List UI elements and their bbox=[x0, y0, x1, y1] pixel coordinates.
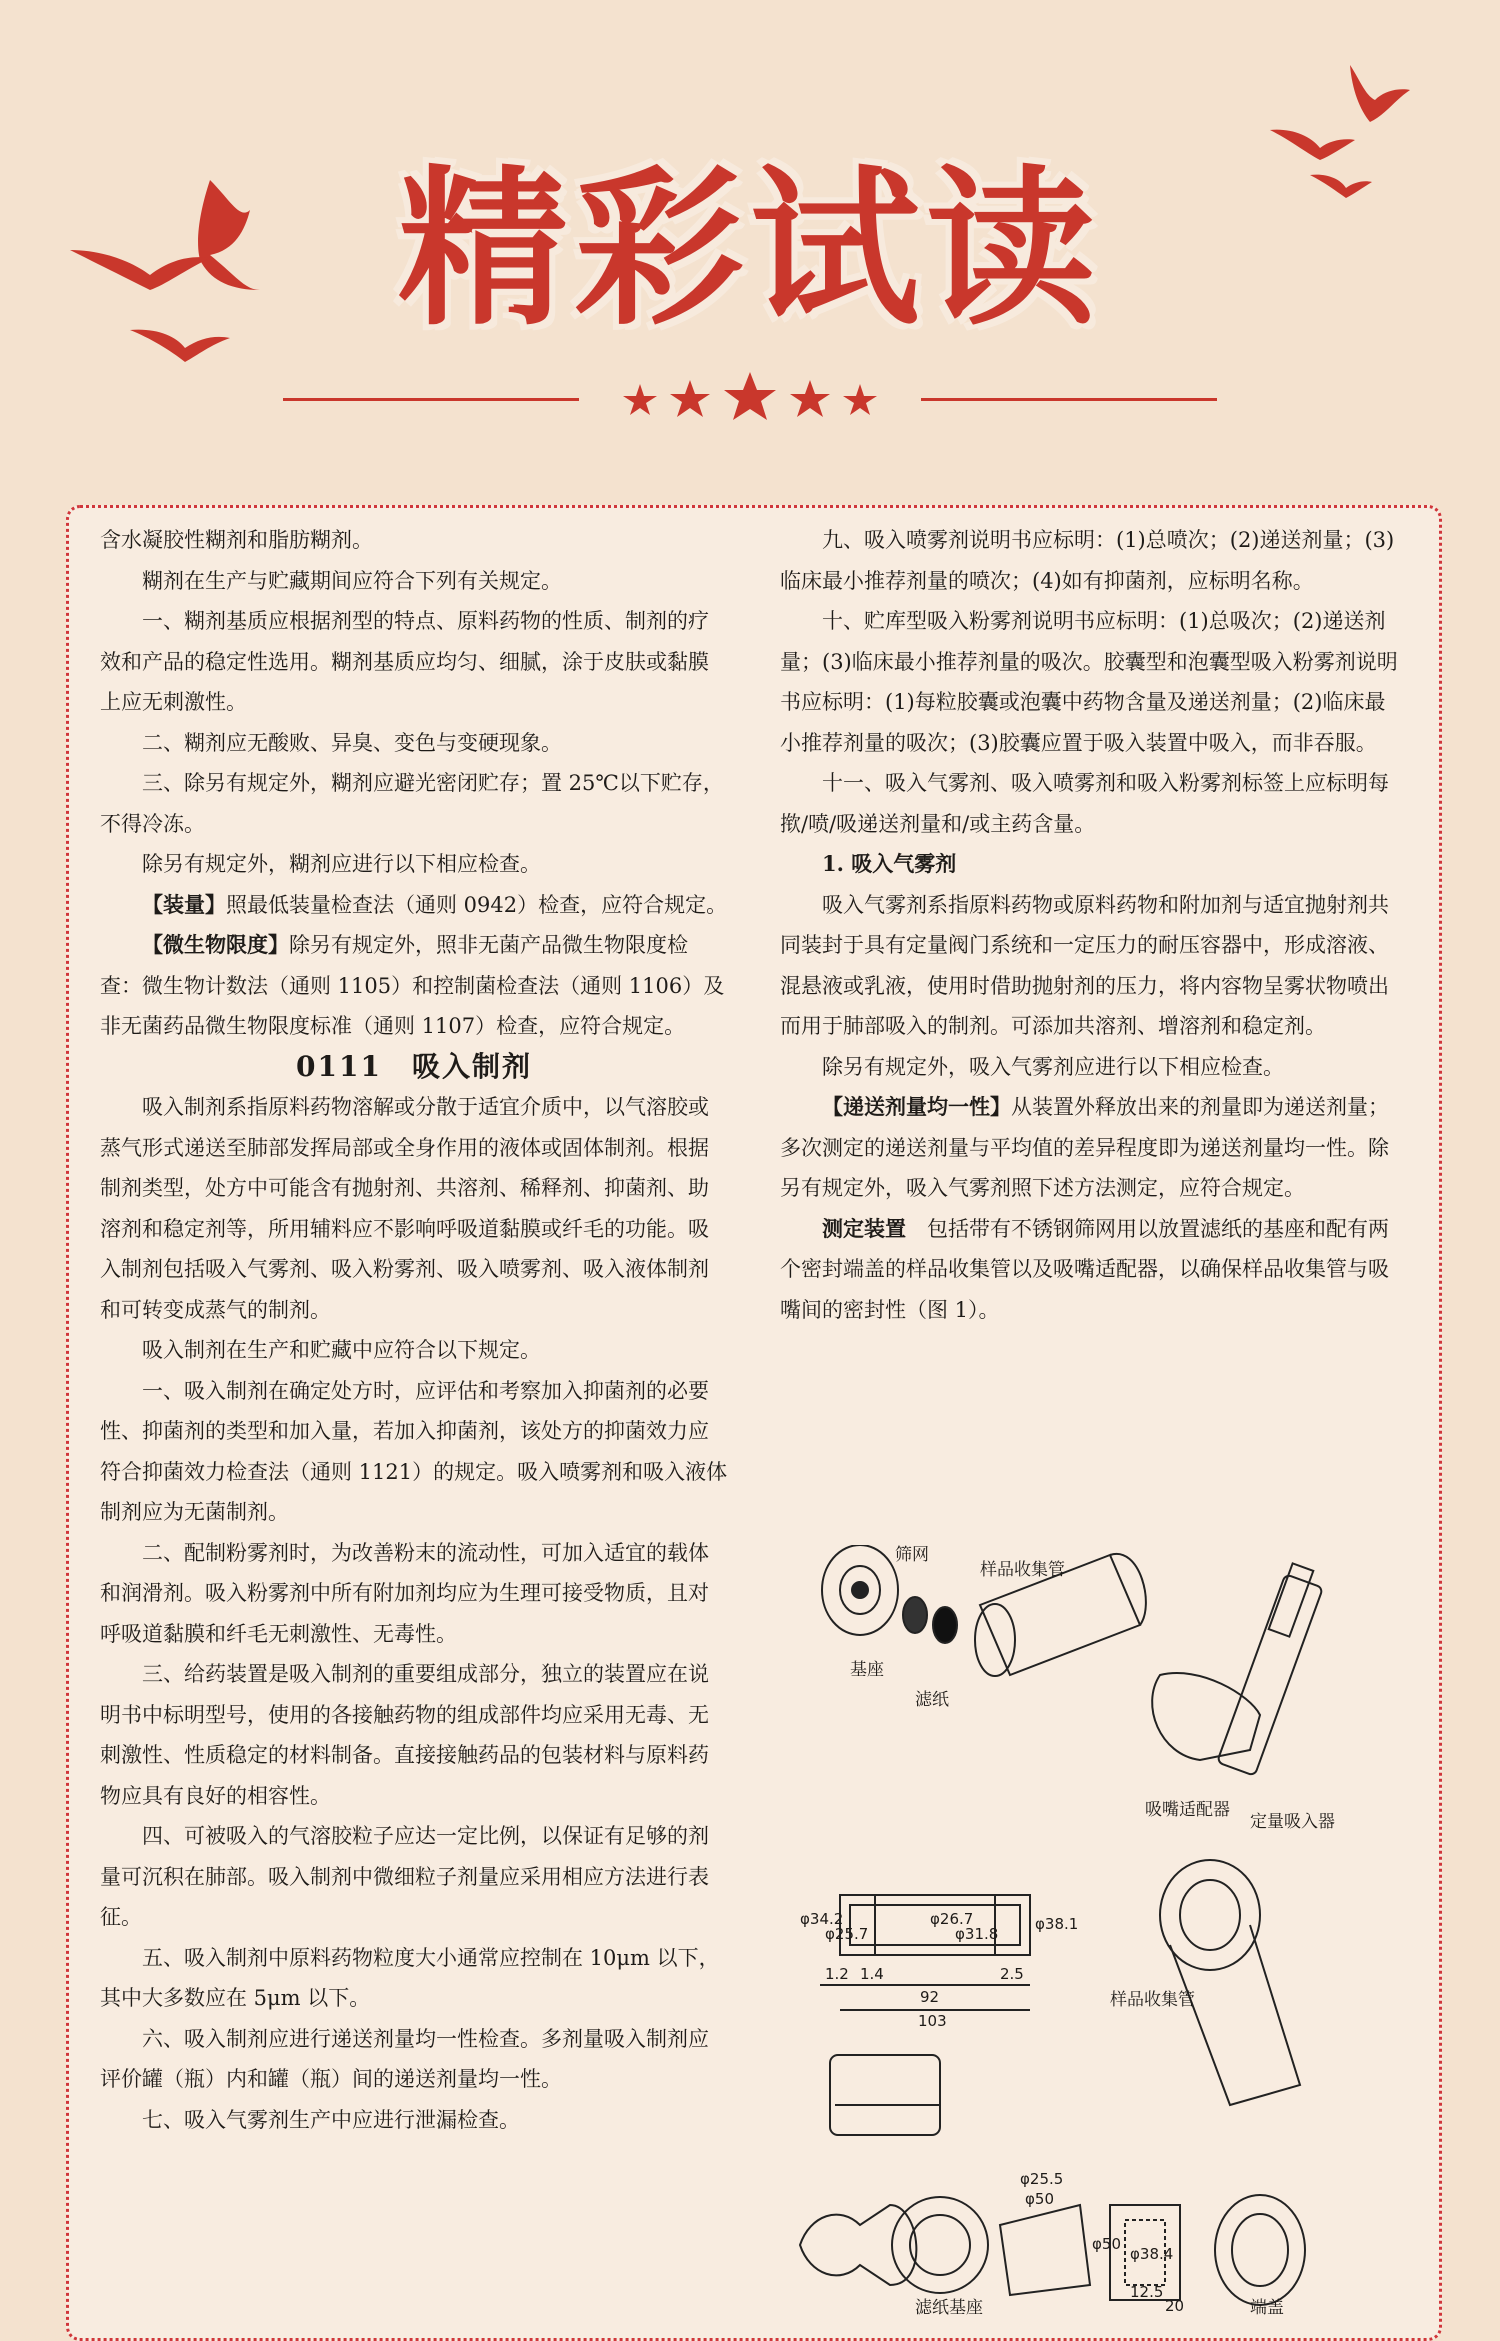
banner bbox=[0, 0, 1500, 480]
bracket-heading: 【微生物限度】 bbox=[142, 932, 289, 957]
page-title: 精彩试读 bbox=[397, 151, 1102, 349]
bracket-heading: 【装量】 bbox=[142, 891, 226, 917]
paragraph: 二、糊剂应无酸败、异臭、变色与变硬现象。 bbox=[142, 730, 562, 755]
paragraph: 一、糊剂基质应根据剂型的特点、原料药物的性质、制剂的疗效和产品的稳定性选用。糊剂基质应均匀、细腻，涂于皮肤或黏膜上应无刺激性。 bbox=[100, 609, 709, 714]
figure-label-collector: 样品收集管 bbox=[980, 1560, 1065, 1580]
dimension-label: 92 bbox=[920, 1988, 940, 2006]
paragraph: 除另有规定外，糊剂应进行以下相应检查。 bbox=[142, 852, 541, 876]
figure-label-adapter: 吸嘴适配器 bbox=[1145, 1800, 1230, 1820]
dimension-label: 1.4 bbox=[860, 1965, 884, 1983]
paragraph: 含水凝胶性糊剂和脂肪糊剂。 bbox=[100, 528, 373, 552]
paragraph: 十一、吸入气雾剂、吸入喷雾剂和吸入粉雾剂标签上应标明每揿/喷/吸递送剂量和/或主药含量。 bbox=[780, 771, 1389, 836]
figure-label-end-cap: 端盖 bbox=[1250, 2298, 1284, 2318]
paragraph: 吸入制剂在生产和贮藏中应符合以下规定。 bbox=[142, 1338, 541, 1362]
paragraph: 九、吸入喷雾剂说明书应标明：(1)总喷次；(2)递送剂量；(3)临床最小推荐剂量的喷次；(4)如有抑菌剂，应标明名称。 bbox=[780, 528, 1395, 593]
paragraph: 【递送剂量均一性】从装置外释放出来的剂量即为递送剂量；多次测定的递送剂量与平均值的差异程度即为递送剂量均一性。除另有规定外，吸入气雾剂照下述方法测定，应符合规定。 bbox=[780, 1094, 1389, 1200]
paragraph: 十、贮库型吸入粉雾剂说明书应标明：(1)总吸次；(2)递送剂量；(3)临床最小推荐剂量的吸次。胶囊型和泡囊型吸入粉雾剂说明书应标明：(1)每粒胶囊或泡囊中药物含量及递送剂量；(2)临床最小推荐剂量的吸次；(3)胶囊应置于吸入装置中吸入，而非吞服。 bbox=[780, 609, 1398, 755]
paragraph: 吸入气雾剂系指原料药物或原料药物和附加剂与适宜抛射剂共同装封于具有定量阀门系统和一定压力的耐压容器中，形成溶液、混悬液或乳液，使用时借助抛射剂的压力，将内容物呈雾状物喷出而用于肺部吸入的制剂。可添加共溶剂、增溶剂和稳定剂。 bbox=[780, 892, 1389, 1038]
bracket-heading: 【递送剂量均一性】 bbox=[822, 1094, 1011, 1119]
paragraph: 【微生物限度】除另有规定外，照非无菌产品微生物限度检查：微生物计数法（通则 1105）和控制菌检查法（通则 1106）及非无菌药品微生物限度标准（通则 1107）检查，应符合规定。 bbox=[100, 932, 725, 1038]
paragraph: 吸入制剂系指原料药物溶解或分散于适宜介质中，以气溶胶或蒸气形式递送至肺部发挥局部或全身作用的液体或固体制剂。根据制剂类型，处方中可能含有抛射剂、共溶剂、稀释剂、抑菌剂、助溶剂和稳定剂等，所用辅料应不影响呼吸道黏膜或纤毛的功能。吸入制剂包括吸入气雾剂、吸入粉雾剂、吸入喷雾剂、吸入液体制剂和可转变成蒸气的制剂。 bbox=[100, 1095, 709, 1322]
dimension-label: φ25.5 bbox=[1020, 2170, 1064, 2188]
dimension-label: φ38.4 bbox=[1130, 2245, 1174, 2263]
subheading: 1. 吸入气雾剂 bbox=[822, 851, 957, 876]
five-stars-icon bbox=[620, 370, 880, 430]
figure-label-collector-2: 样品收集管 bbox=[1110, 1990, 1195, 2010]
dimension-label: 1.2 bbox=[825, 1965, 849, 1983]
title-rule-left bbox=[283, 398, 579, 401]
paragraph: 一、吸入制剂在确定处方时，应评估和考察加入抑菌剂的必要性、抑菌剂的类型和加入量，若加入抑菌剂，该处方的抑菌效力应符合抑菌效力检查法（通则 1121）的规定。吸入喷雾剂和吸入液体制剂应为无菌制剂。 bbox=[100, 1378, 728, 1524]
dimension-label: 103 bbox=[918, 2012, 947, 2030]
dimension-label: 20 bbox=[1165, 2297, 1185, 2315]
dimension-label: φ50 bbox=[1092, 2235, 1121, 2253]
dimension-label: 12.5 bbox=[1130, 2283, 1164, 2301]
dimension-label: φ38.1 bbox=[1035, 1915, 1079, 1933]
paragraph: 五、吸入制剂中原料药物粒度大小通常应控制在 10μm 以下，其中大多数应在 5μm 以下。 bbox=[100, 1945, 720, 2010]
paragraph: 四、可被吸入的气溶胶粒子应达一定比例，以保证有足够的剂量可沉积在肺部。吸入制剂中微细粒子剂量应采用相应方法进行表征。 bbox=[100, 1824, 709, 1929]
paragraph: 糊剂在生产与贮藏期间应符合下列有关规定。 bbox=[142, 568, 562, 593]
figure-label-filter-base: 滤纸基座 bbox=[915, 2298, 983, 2318]
paragraph: 测定装置 包括带有不锈钢筛网用以放置滤纸的基座和配有两个密封端盖的样品收集管以及吸嘴适配器，以确保样品收集管与吸嘴间的密封性（图 1）。 bbox=[780, 1215, 1389, 1322]
section-title: 0111 吸入制剂 bbox=[296, 1049, 532, 1083]
dimension-label: φ34.2 bbox=[800, 1910, 844, 1928]
paragraph: 七、吸入气雾剂生产中应进行泄漏检查。 bbox=[142, 2107, 520, 2132]
paragraph: 二、配制粉雾剂时，为改善粉末的流动性，可加入适宜的载体和润滑剂。吸入粉雾剂中所有附加剂均应为生理可接受物质，且对呼吸道黏膜和纤毛无刺激性、无毒性。 bbox=[100, 1540, 709, 1646]
dimension-label: φ26.7 bbox=[930, 1910, 974, 1928]
figure-label-filter: 滤纸 bbox=[915, 1690, 949, 1710]
title-rule-right bbox=[921, 398, 1217, 401]
bold-heading: 测定装置 bbox=[822, 1215, 906, 1241]
figure-label-screen: 筛网 bbox=[895, 1545, 929, 1565]
paragraph: 【装量】照最低装量检查法（通则 0942）检查，应符合规定。 bbox=[142, 891, 728, 917]
left-column bbox=[100, 520, 728, 2140]
figure-label-base: 基座 bbox=[850, 1660, 884, 1680]
dimension-label: φ25.7 bbox=[825, 1925, 869, 1943]
paragraph: 三、除另有规定外，糊剂应避光密闭贮存；置 25℃以下贮存，不得冷冻。 bbox=[100, 771, 724, 836]
right-column bbox=[780, 520, 1405, 1330]
dimension-label: φ31.8 bbox=[955, 1925, 999, 1943]
paragraph: 六、吸入制剂应进行递送剂量均一性检查。多剂量吸入制剂应评价罐（瓶）内和罐（瓶）间的递送剂量均一性。 bbox=[100, 2026, 709, 2091]
dimension-label: 2.5 bbox=[1000, 1965, 1024, 1983]
apparatus-figure bbox=[780, 1545, 1420, 2318]
dimension-label: φ50 bbox=[1025, 2190, 1054, 2208]
figure-label-inhaler: 定量吸入器 bbox=[1250, 1812, 1335, 1832]
paragraph: 除另有规定外，吸入气雾剂应进行以下相应检查。 bbox=[822, 1054, 1284, 1079]
paragraph: 三、给药装置是吸入制剂的重要组成部分，独立的装置应在说明书中标明型号，使用的各接触药物的组成部件均应采用无毒、无刺激性、性质稳定的材料制备。直接接触药品的包装材料与原料药物应具有良好的相容性。 bbox=[100, 1662, 709, 1808]
